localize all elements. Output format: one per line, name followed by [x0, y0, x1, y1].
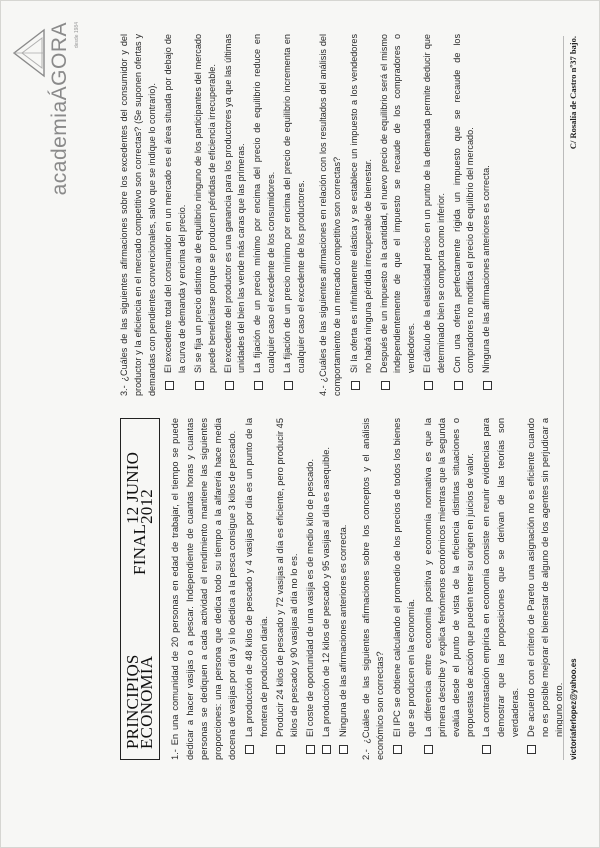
- option-text: El excedente del productor es una ganancia para los productores ya que las últimas unidades del bien las vende más caras que las primeras.: [222, 34, 247, 373]
- answer-checkbox[interactable]: [483, 381, 492, 390]
- footer-divider: [563, 36, 564, 760]
- option-text: El IPC se obtiene calculando el promedio de los precios de todos los bienes que se producen en la economía.: [392, 418, 417, 737]
- question-3: [118, 34, 308, 396]
- brand-logo: [4, 20, 90, 196]
- answer-checkbox[interactable]: [393, 745, 402, 754]
- option-row: [192, 34, 220, 396]
- option-text: Ninguna de las afirmaciones anteriores es correcta.: [481, 165, 492, 373]
- agora-logo-icon: [12, 28, 46, 78]
- option-text: Con una oferta perfectamente rígida un impuesto que se recaude de los compradores no modifica el precio de equilibrio del mercado.: [451, 34, 476, 373]
- footer-address: C/ Rosalía de Castro nº37 bajo.: [568, 36, 578, 150]
- answer-checkbox[interactable]: [306, 745, 315, 754]
- option-text: La producción de 48 kilos de pescado y 4 vasijas por día es un punto de la frontera de producción diaria.: [244, 418, 269, 737]
- option-row: [378, 34, 419, 396]
- option-text: Ninguna de las afirmaciones anteriores es correcta.: [337, 524, 348, 737]
- exam-type: FINAL: [130, 523, 150, 575]
- option-text: Producir 24 kilos de pescado y 72 vasijas al día es eficiente, pero producir 45 kilos de pescado y 90 vasijas al día no lo es.: [274, 418, 300, 737]
- option-row: [390, 418, 418, 760]
- option-row: [348, 34, 376, 396]
- question-2: [359, 418, 567, 760]
- answer-checkbox[interactable]: [424, 381, 433, 390]
- option-row: [479, 418, 522, 760]
- answer-checkbox[interactable]: [351, 381, 360, 390]
- option-row: [303, 418, 317, 760]
- option-text: La fijación de un precio mínimo por encima del precio de equilibrio reduce en cualquier caso el excedente de los consumidores.: [252, 34, 276, 373]
- answer-checkbox[interactable]: [225, 381, 234, 390]
- answer-checkbox[interactable]: [527, 745, 536, 754]
- option-row: [162, 34, 190, 396]
- option-text: El coste de oportunidad de una vasija es de medio kilo de pescado.: [305, 458, 316, 737]
- course-title: PRINCIPIOS ECONOMÍA: [123, 654, 157, 749]
- question-4: [317, 34, 494, 396]
- option-row: [281, 34, 309, 396]
- option-row: [421, 34, 449, 396]
- answer-checkbox[interactable]: [165, 381, 174, 390]
- option-row: [451, 34, 479, 396]
- option-text: Después de un impuesto a la cantidad, el nuevo precio de equilibrio será el mismo independientemente de que el impuesto se recaude de los compradores o vendedores.: [378, 34, 417, 373]
- answer-checkbox[interactable]: [454, 381, 463, 390]
- option-text: El excedente total del consumidor en un mercado es el área situada por debajo de la curva de demanda y encima del precio.: [163, 34, 188, 373]
- option-text: El cálculo de la elasticidad precio en un punto de la demanda permite deducir que determinado bien se comporta como inferior.: [421, 34, 446, 373]
- footer-email: victoriaferlopez@yahoo.es: [569, 658, 578, 760]
- question-stem: 1.- En una comunidad de 20 personas en edad de trabajar, el tiempo se puede dedicar a hacer vasijas o a pescar. Independiente de cuantas horas y cuantas personas se dediquen a cada actividad el rendimiento mantiene las siguientes proporciones: una persona que dedica todo su tiempo a la alfarería hace media docena de vasijas por día y si lo dedica a la pesca consigue 3 kilos de pescado.: [170, 418, 238, 760]
- question-stem: 2.- ¿Cuáles de las siguientes afirmaciones sobre los conceptos y el análisis económico son correctas?: [360, 418, 386, 760]
- brand-subtitle: desde 1984: [74, 22, 80, 49]
- option-text: La fijación de un precio mínimo por encima del precio de equilibrio incrementa en cualquier caso el excedente de los productores.: [281, 34, 306, 373]
- answer-checkbox[interactable]: [254, 381, 263, 390]
- answer-checkbox[interactable]: [322, 745, 331, 754]
- option-text: Si la oferta es infinitamente elástica y se establece un impuesto a los vendedores no habrá ninguna pérdida irrecuperable de bienestar.: [348, 34, 373, 373]
- option-row: [273, 418, 301, 760]
- brand-wordmark: academiaÁGORA: [48, 22, 71, 196]
- option-row: [524, 418, 567, 760]
- answer-checkbox[interactable]: [482, 745, 491, 754]
- exam-header: [120, 418, 160, 760]
- option-row: [251, 34, 279, 396]
- left-column: [120, 418, 576, 760]
- option-row: [421, 418, 478, 760]
- option-text: De acuerdo con el criterio de Pareto una asignación no es eficiente cuando no es posible mejorar el bienestar de alguno de los agentes sin perjudicar a ninguno otro.: [526, 418, 565, 737]
- answer-checkbox[interactable]: [195, 381, 204, 390]
- answer-checkbox[interactable]: [276, 745, 285, 754]
- option-text: La producción de 12 kilos de pescado y 95 vasijas al día es asequible.: [321, 447, 332, 737]
- answer-checkbox[interactable]: [381, 381, 390, 390]
- option-text: Si se fija un precio distinto al de equilibrio ninguno de los participantes del mercado puede beneficiarse porque se producen pérdidas de eficiencia irrecuperable.: [192, 34, 217, 373]
- option-row: [222, 34, 250, 396]
- answer-checkbox[interactable]: [424, 745, 433, 754]
- question-stem: 4.- ¿Cuáles de las siguientes afirmaciones en relación con los resultados del análisis del comportamiento de un mercado competitivo son correctas?: [318, 34, 343, 396]
- exam-date: 12 JUNIO 2012: [123, 451, 157, 524]
- option-row: [480, 34, 494, 396]
- question-1: [168, 418, 349, 760]
- right-column: [118, 34, 503, 396]
- answer-checkbox[interactable]: [284, 381, 293, 390]
- option-text: La contrastación empírica en economía consiste en reunir evidencias para demostrar que las proposiciones que se derivan de las teorías son verdaderas.: [481, 418, 520, 737]
- answer-checkbox[interactable]: [245, 745, 254, 754]
- option-text: La diferencia entre economía positiva y economía normativa es que la primera describe y explica fenómenos económicos mientras que la segunda evalúa desde el punto de vista de la eficiencia distintas situaciones o propuestas de acción que pueden tener su origen en juicios de valor.: [422, 418, 476, 737]
- option-row: [242, 418, 270, 760]
- option-row: [336, 418, 350, 760]
- option-row: [319, 418, 333, 760]
- question-stem: 3.- ¿Cuáles de las siguientes afirmaciones sobre los excedentes del consumidor y del productor y la eficiencia en el mercado competitivo son correctas? (Se suponen ofertas y demandas con pendientes convencionales, salvo que se indique lo contrario).: [119, 34, 157, 396]
- answer-checkbox[interactable]: [339, 745, 348, 754]
